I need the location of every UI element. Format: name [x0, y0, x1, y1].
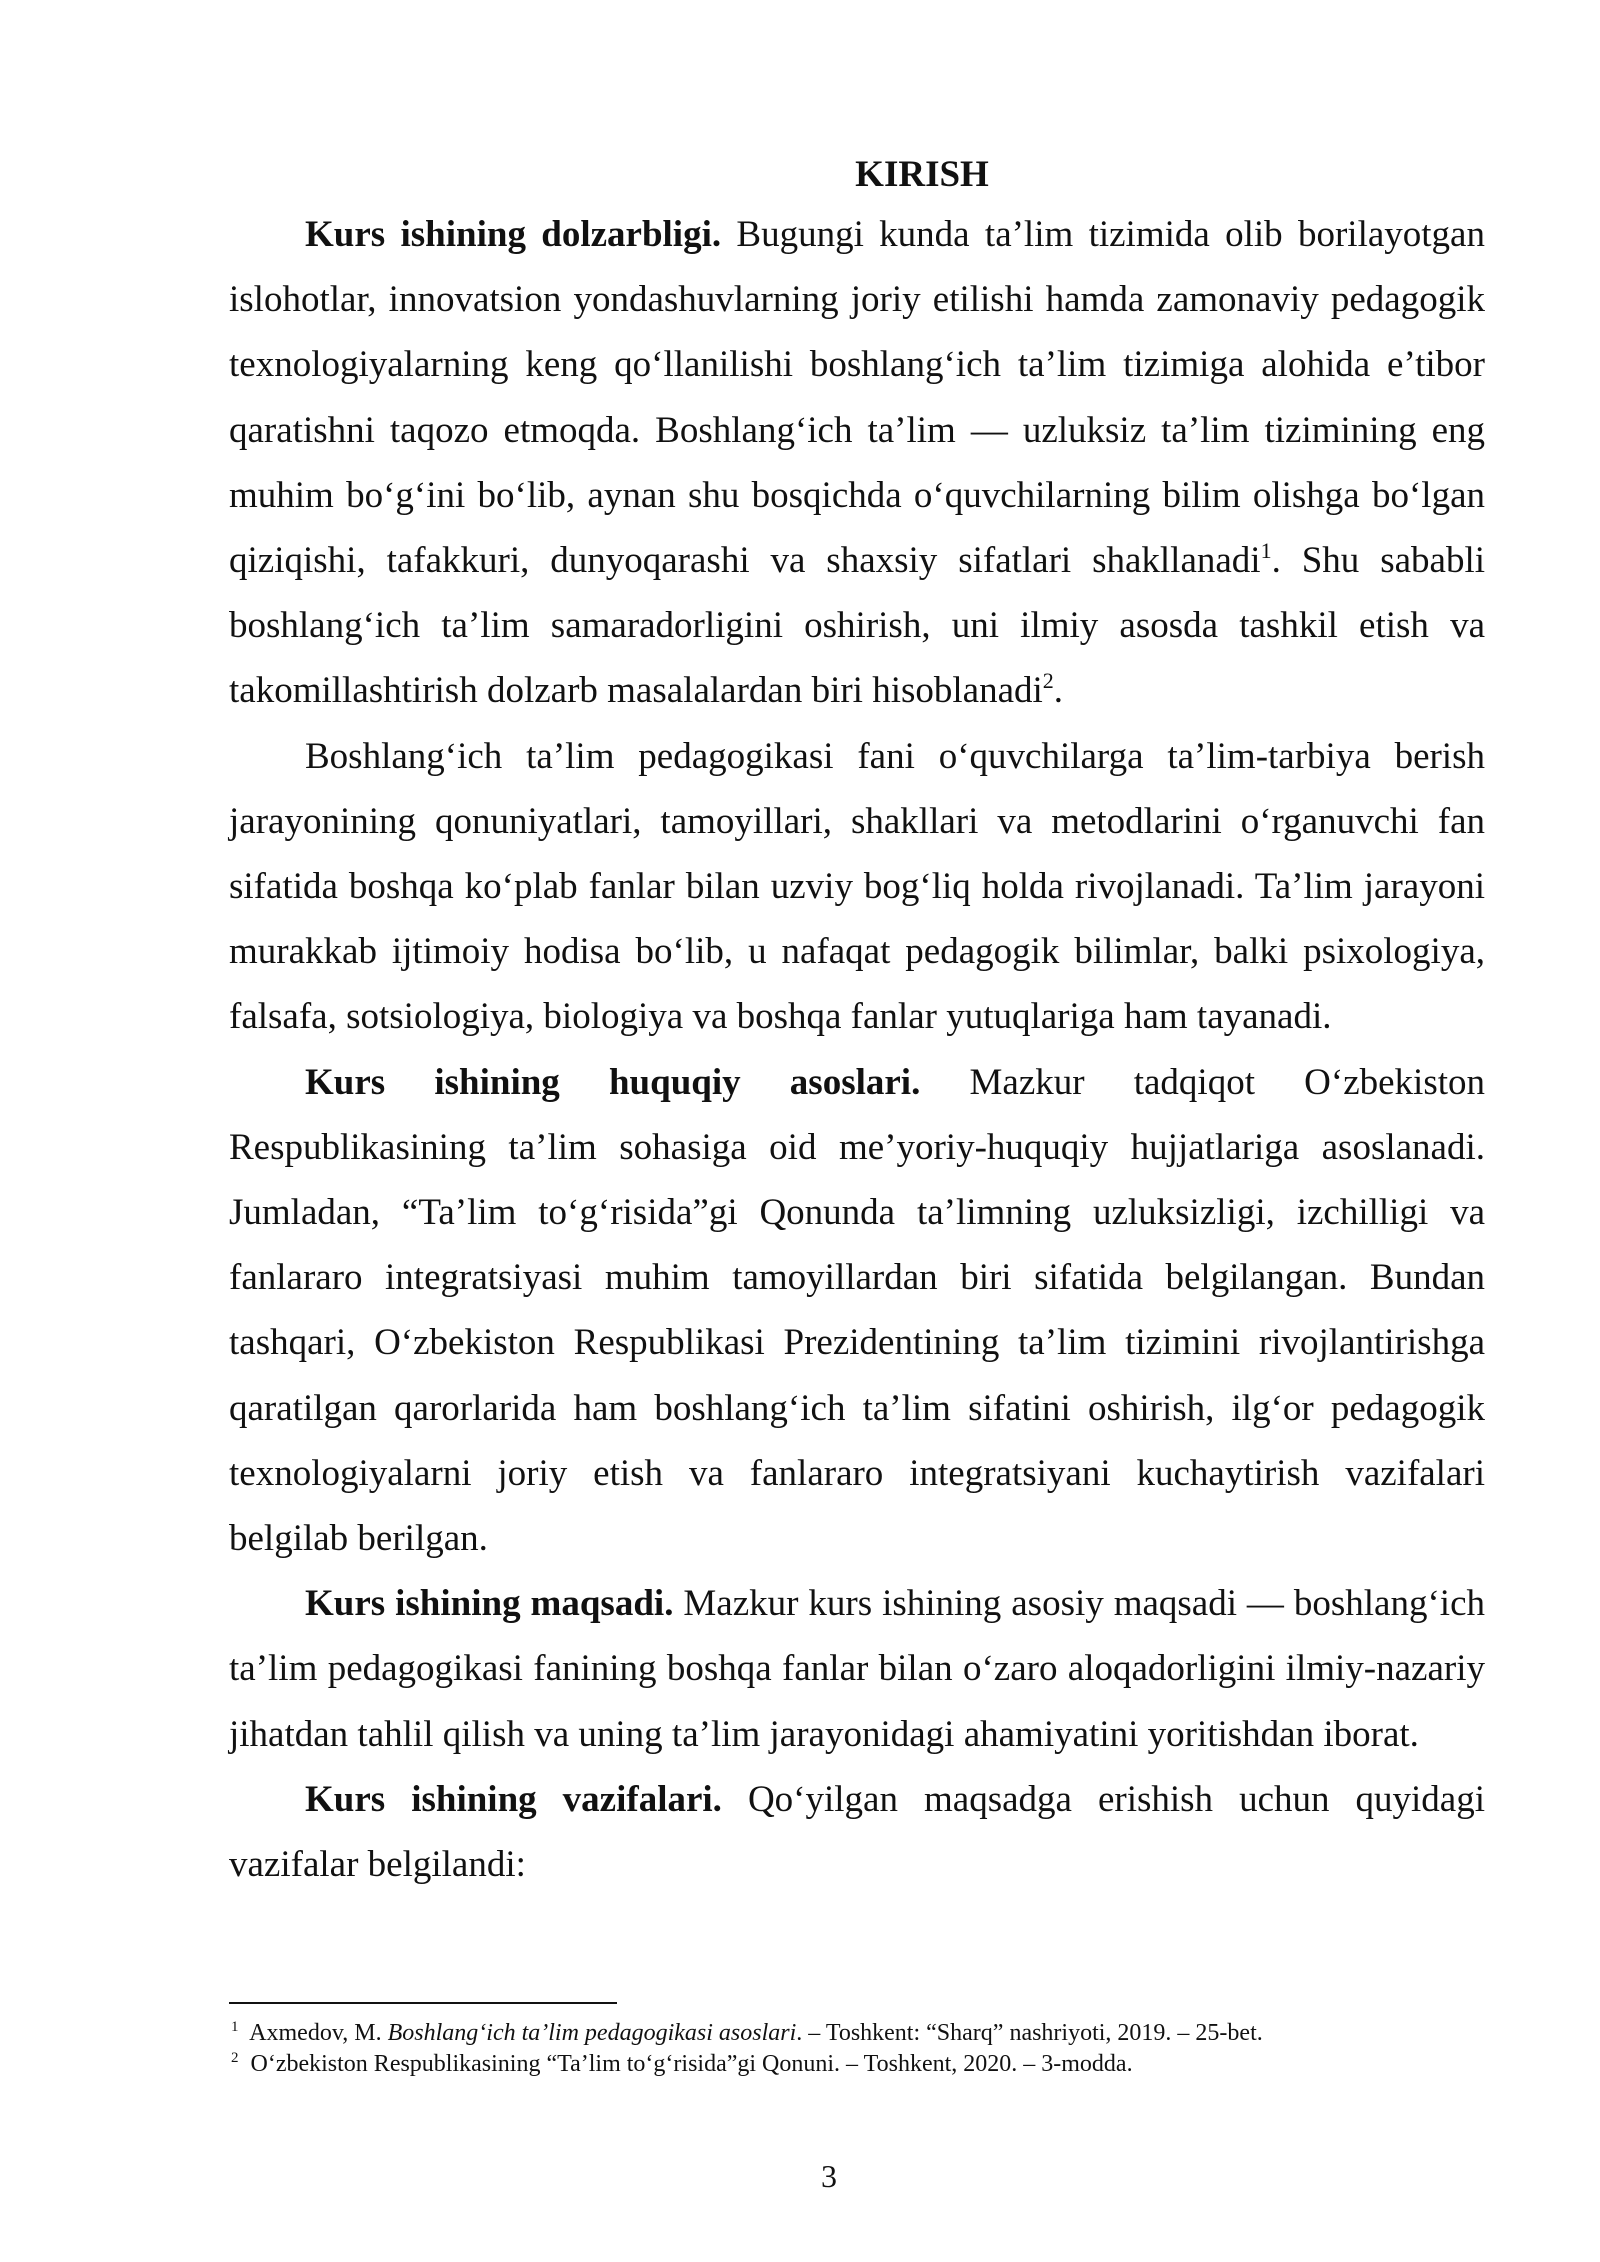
footnote-text: . – Toshkent: “Sharq” nashriyoti, 2019. – 25-bet.: [796, 2020, 1263, 2046]
paragraph-text: Mazkur kurs ishining asosiy maqsadi — boshlang‘ich ta’lim pedagogikasi fanining boshqa fanlar bilan o‘zaro aloqadorligini ilmiy-nazariy jihatdan tahlil qilish va uning ta’lim jarayonidagi ahamiyatini yoritishdan iborat.: [229, 1583, 1486, 1755]
paragraph-text: Boshlang‘ich ta’lim pedagogikasi fani o‘quvchilarga ta’lim-tarbiya berish jarayonining qonuniyatlari, tamoyillari, shakllari va metodlarini o‘rganuvchi fan sifatida boshqa ko‘plab fanlar bilan uzviy bog‘liq holda rivojlanadi. Ta’lim jarayoni murakkab ijtimoiy hodisa bo‘lib, u nafaqat pedagogik bilimlar, balki psixologiya, falsafa, sotsiologiya, biologiya va boshqa fanlar yutuqlariga ham tayanadi.: [229, 735, 1485, 1038]
paragraph-legal-basis: [229, 1050, 1485, 1572]
paragraph-text: . Shu sababli boshlang‘ich ta’lim samaradorligini oshirish, uni ilmiy asosda tashkil etish va takomillashtirish dolzarb masalalardan biri hisoblanadi: [229, 540, 1485, 712]
footnote-text: O‘zbekiston Respublikasining “Ta’lim to‘g‘risida”gi Qonuni. – Toshkent, 2020. – 3-modda.: [244, 2051, 1133, 2077]
paragraph-text: Bugungi kunda ta’lim tizimida olib borilayotgan islohotlar, innovatsion yondashuvlarning joriy etilishi hamda zamonaviy pedagogik texnologiyalarning keng qo‘llanilishi boshlang‘ich ta’lim tizimiga alohida e’tibor qaratishni taqozo etmoqda. Boshlang‘ich ta’lim — uzluksiz ta’lim tizimining eng muhim bo‘g‘ini bo‘lib, aynan shu bosqichda o‘quvchilarning bilim olishga bo‘lgan qiziqishi, tafakkuri, dunyoqarashi va shaxsiy sifatlari shakllanadi: [229, 214, 1485, 582]
paragraph-heading: Kurs ishining vazifalari.: [305, 1778, 722, 1820]
paragraph-heading: Kurs ishining dolzarbligi.: [305, 214, 722, 255]
paragraph-text: Mazkur tadqiqot O‘zbekiston Respublikasining ta’lim sohasiga oid me’yoriy-huquqiy hujjatlariga asoslanadi. Jumladan, “Ta’lim to‘g‘risida”gi Qonunda ta’limning uzluksizligi, izchilligi va fanlararo integratsiyasi muhim tamoyillardan biri sifatida belgilangan. Bundan tashqari, O‘zbekiston Respublikasi Prezidentining ta’lim tizimini rivojlantirishga qaratilgan qarorlarida ham boshlang‘ich ta’lim sifatini oshirish, ilg‘or pedagogik texnologiyalarni joriy etish va fanlararo integratsiyani kuchaytirish vazifalari belgilab berilgan.: [229, 1061, 1485, 1560]
paragraph-relevance: [229, 202, 1485, 724]
paragraph-heading: Kurs ishining huquqiy asoslari.: [305, 1061, 921, 1103]
footnote-reference[interactable]: 2: [1042, 668, 1054, 694]
paragraph-tasks: [229, 1767, 1485, 1897]
main-text: [229, 148, 1485, 1897]
footnote-title: Boshlang‘ich ta’lim pedagogikasi asoslari: [387, 2020, 797, 2046]
footnotes: [229, 2018, 1485, 2080]
paragraph-text: .: [1053, 670, 1064, 712]
footnote-item: [229, 2049, 1485, 2080]
footnote-reference[interactable]: 1: [1260, 538, 1272, 564]
paragraph-heading: Kurs ishining maqsadi.: [305, 1583, 674, 1625]
paragraph-goal: [229, 1571, 1485, 1767]
footnote-number: 1: [231, 2019, 239, 2035]
footnote-number: 2: [231, 2050, 239, 2066]
footnote-divider: [229, 2002, 617, 2004]
paragraph-text: Qo‘yilgan maqsadga erishish uchun quyidagi vazifalar belgilandi:: [229, 1778, 1485, 1886]
page-number: 3: [821, 2158, 837, 2194]
footnote-item: [229, 2018, 1485, 2049]
footnote-author: Axmedov, M.: [244, 2020, 388, 2046]
page-title: KIRISH: [855, 154, 989, 195]
paragraph-subject: [229, 724, 1485, 1050]
